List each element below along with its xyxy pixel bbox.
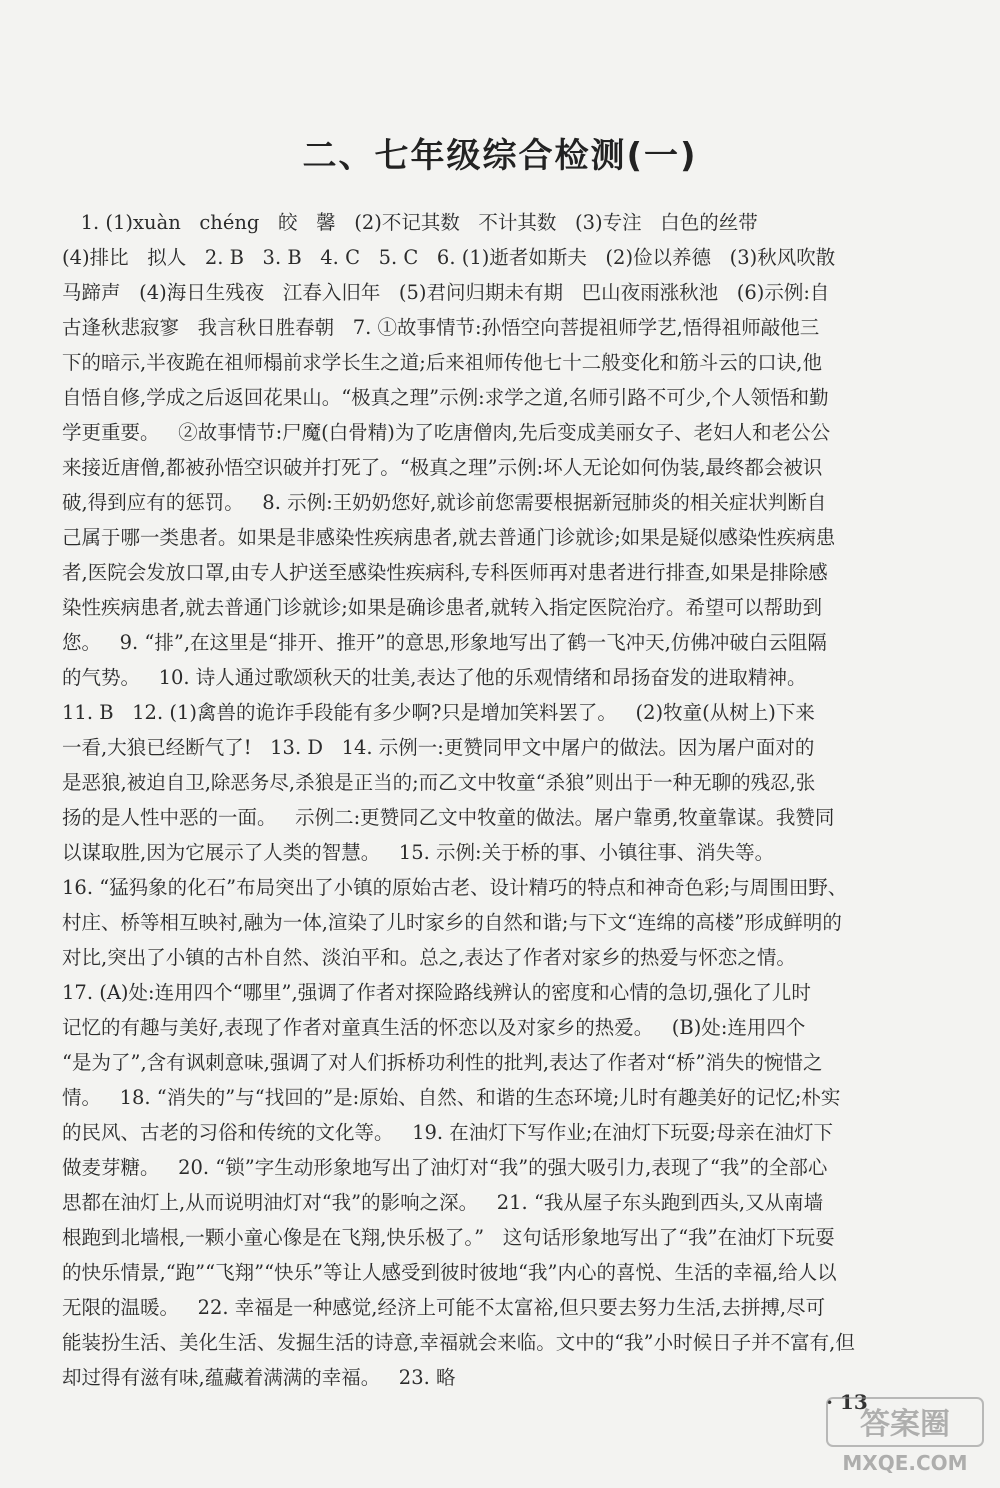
text-line: 是恶狼,被迫自卫,除恶务尽,杀狼是正当的;而乙文中牧童“杀狼”则出于一种无聊的残忍,张 [62,771,816,794]
answer-body [62,205,942,1395]
text-line: 的民风、古老的习俗和传统的文化等。 19. 在油灯下写作业;在油灯下玩耍;母亲在油灯下 [62,1121,833,1144]
text-line: 自悟自修,学成之后返回花果山。“极真之理”示例:求学之道,名师引路不可少,个人领悟和勤 [62,386,829,409]
text-line: 染性疾病患者,就去普通门诊就诊;如果是确诊患者,就转入指定医院治疗。希望可以帮助到 [62,596,822,619]
text-line: 思都在油灯上,从而说明油灯对“我”的影响之深。 21. “我从屋子东头跑到西头,又从南墙 [62,1191,824,1214]
text-line: 扬的是人性中恶的一面。 示例二:更赞同乙文中牧童的做法。屠户靠勇,牧童靠谋。我赞同 [62,806,835,829]
text-line: 您。 9. “排”,在这里是“排开、推开”的意思,形象地写出了鹤一飞冲天,仿佛冲破白云阻隔 [62,631,827,654]
text-line: 破,得到应有的惩罚。 8. 示例:王奶奶您好,就诊前您需要根据新冠肺炎的相关症状判断自 [62,491,827,514]
text-line: 古逢秋悲寂寥 我言秋日胜春朝 7. ①故事情节:孙悟空向菩提祖师学艺,悟得祖师敲他三 [62,316,820,339]
text-line: 下的暗示,半夜跪在祖师榻前求学长生之道;后来祖师传他七十二般变化和筋斗云的口诀,他 [62,351,822,374]
text-line: 己属于哪一类患者。如果是非感染性疾病患者,就去普通门诊就诊;如果是疑似感染性疾病患 [62,526,836,549]
page-number: · 13 [826,1390,868,1414]
text-line: 无限的温暖。 22. 幸福是一种感觉,经济上可能不太富裕,但只要去努力生活,去拼搏,尽可 [62,1296,826,1319]
text-line: 能装扮生活、美化生活、发掘生活的诗意,幸福就会来临。文中的“我”小时候日子并不富有,但 [62,1331,855,1354]
text-line: 来接近唐僧,都被孙悟空识破并打死了。“极真之理”示例:坏人无论如何伪装,最终都会被识 [62,456,823,479]
text-line: 情。 18. “消失的”与“找回的”是:原始、自然、和谐的生态环境;儿时有趣美好的记忆;朴实 [62,1086,841,1109]
text-line: 11. B 12. (1)禽兽的诡诈手段能有多少啊?只是增加笑料罢了。 (2)牧童(从树上)下来 [62,701,815,724]
text-line: (4)排比 拟人 2. B 3. B 4. C 5. C 6. (1)逝者如斯夫 (2)俭以养德 (3)秋风吹散 [62,246,836,269]
text-line: 马蹄声 (4)海日生残夜 江春入旧年 (5)君问归期未有期 巴山夜雨涨秋池 (6)示例:自 [62,281,830,304]
text-line: “是为了”,含有讽刺意味,强调了对人们拆桥功利性的批判,表达了作者对“桥”消失的惋惜之 [62,1051,823,1074]
text-line: 以谋取胜,因为它展示了人类的智慧。 15. 示例:关于桥的事、小镇往事、消失等。 [62,841,775,864]
text-line: 16. “猛犸象的化石”布局突出了小镇的原始古老、设计精巧的特点和神奇色彩;与周围田野、 [62,876,848,899]
text-line: 一看,大狼已经断气了! 13. D 14. 示例一:更赞同甲文中屠户的做法。因为屠户面对的 [62,736,815,759]
site-watermark-logo [825,1390,985,1480]
text-line: 者,医院会发放口罩,由专人护送至感染性疾病科,专科医师再对患者进行排查,如果是排除感 [62,561,828,584]
text-line: 做麦芽糖。 20. “锁”字生动形象地写出了油灯对“我”的强大吸引力,表现了“我”的全部心 [62,1156,828,1179]
page-title: 二、七年级综合检测(一) [302,136,698,176]
text-line: 的快乐情景,“跑”“飞翔”“快乐”等让人感受到彼时彼地“我”内心的喜悦、生活的幸福,给人以 [62,1261,837,1284]
text-line: 学更重要。 ②故事情节:尸魔(白骨精)为了吃唐僧肉,先后变成美丽女子、老妇人和老公公 [62,421,831,444]
logo-text: 答案圈 [860,1407,950,1442]
logo-url: MXQE.COM [842,1451,968,1475]
text-line: 17. (A)处:连用四个“哪里”,强调了作者对探险路线辨认的密度和心情的急切,强化了儿时 [62,981,811,1004]
text-line: 记忆的有趣与美好,表现了作者对童真生活的怀恋以及对家乡的热爱。 (B)处:连用四个 [62,1016,806,1039]
text-line: 村庄、桥等相互映衬,融为一体,渲染了儿时家乡的自然和谐;与下文“连绵的高楼”形成鲜明的 [62,911,842,934]
text-line: 的气势。 10. 诗人通过歌颂秋天的壮美,表达了他的乐观情绪和昂扬奋发的进取精神。 [62,666,807,689]
text-line: 却过得有滋有味,蕴藏着满满的幸福。 23. 略 [62,1366,456,1389]
text-line: 根跑到北墙根,一颗小童心像是在飞翔,快乐极了。” 这句话形象地写出了“我”在油灯下玩耍 [62,1226,835,1249]
text-line: 1. (1)xuàn chéng 皎 馨 (2)不记其数 不计其数 (3)专注 白色的丝带 [62,211,758,234]
text-line: 对比,突出了小镇的古朴自然、淡泊平和。总之,表达了作者对家乡的热爱与怀恋之情。 [62,946,796,969]
